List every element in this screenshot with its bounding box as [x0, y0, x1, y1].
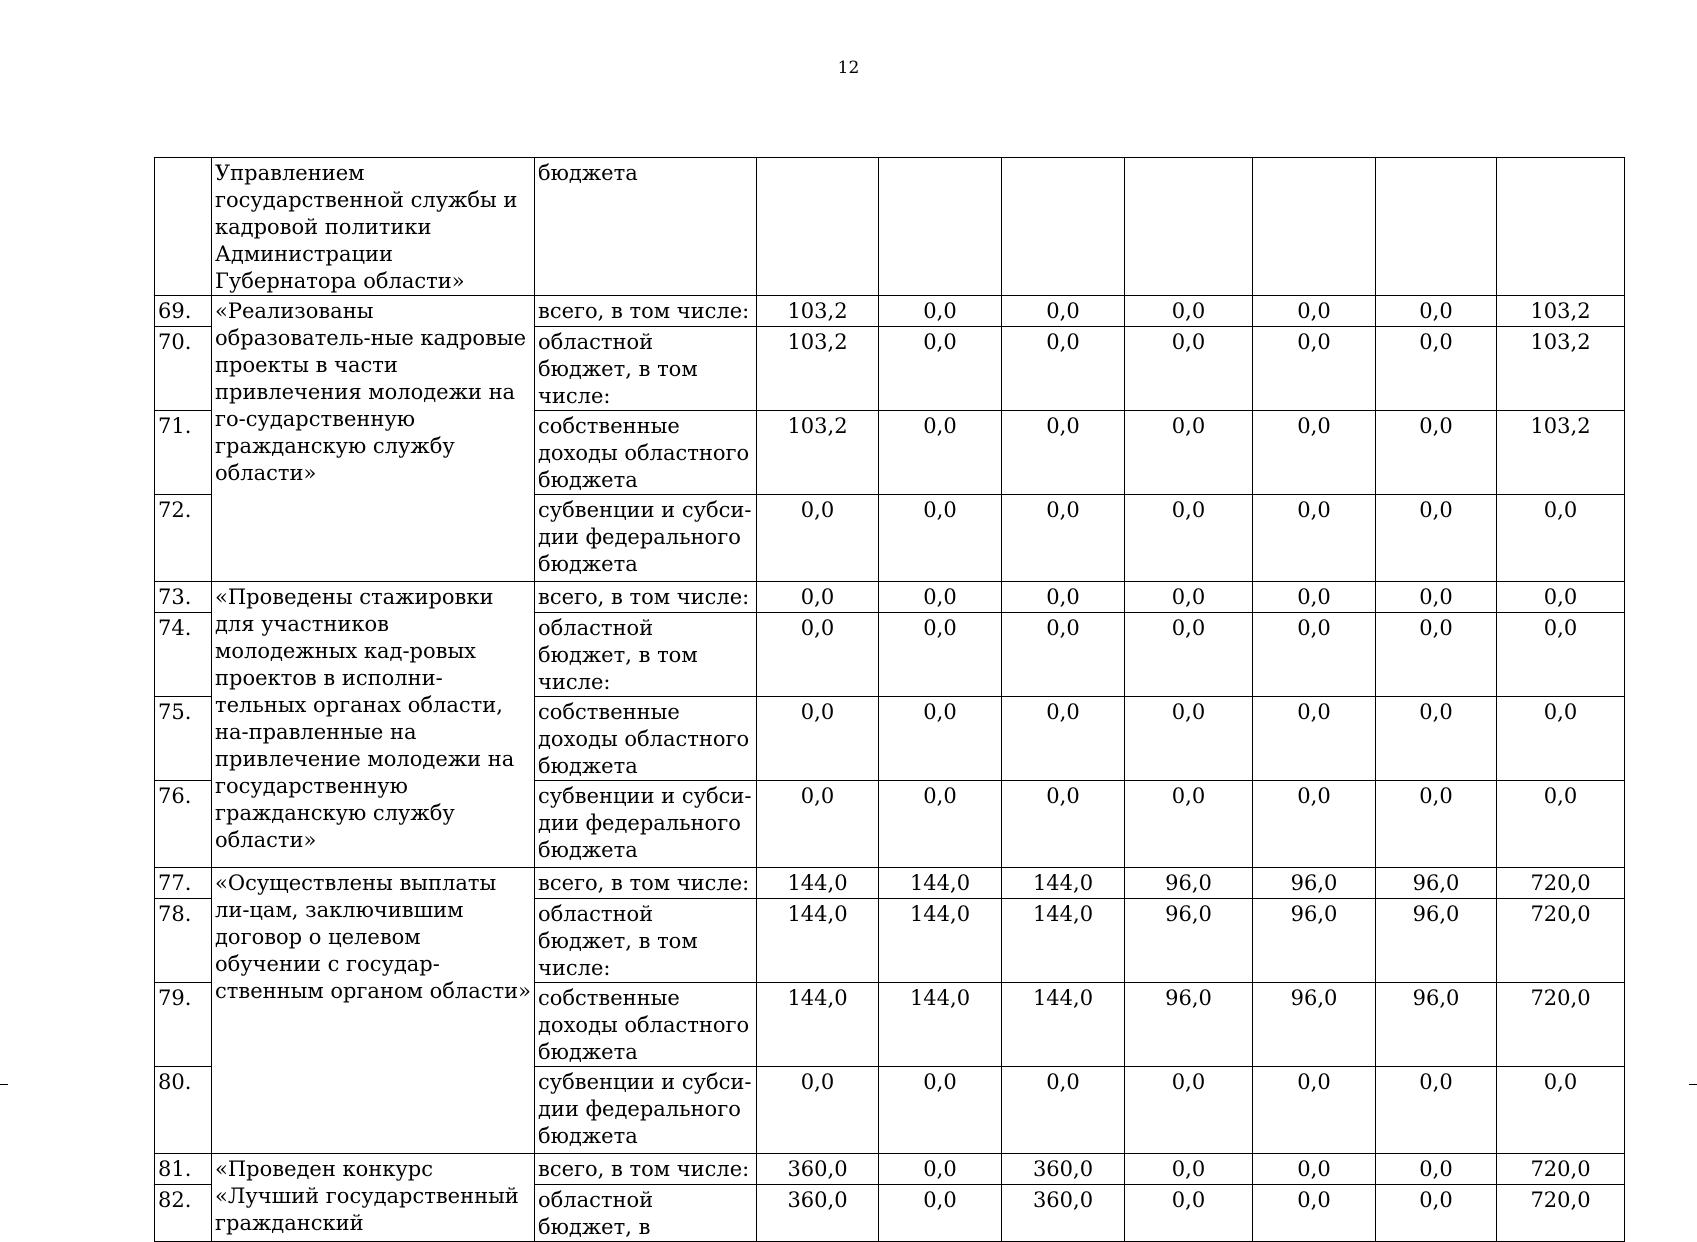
- funding-source-cell: субвенции и субси-дии федерального бюджета: [535, 1067, 757, 1154]
- value-cell: 0,0: [1376, 1154, 1497, 1185]
- table-row: [155, 158, 1625, 296]
- value-cell: 103,2: [1497, 411, 1625, 495]
- value-cell: 0,0: [1125, 495, 1253, 582]
- value-cell: 0,0: [1253, 411, 1376, 495]
- funding-source-cell: субвенции и субси-дии федерального бюджета: [535, 495, 757, 582]
- value-cell: 0,0: [879, 327, 1002, 411]
- value-cell: 103,2: [757, 296, 879, 327]
- description-cell: «Проведены стажировки для участников молодежных кад-ровых проектов в исполни-тельных органах области, на-правленные на привлечение молодежи на государственную гражданскую службу области»: [212, 582, 535, 868]
- value-cell: 360,0: [1002, 1185, 1125, 1242]
- value-cell: 103,2: [1497, 296, 1625, 327]
- value-cell: 0,0: [757, 697, 879, 781]
- value-cell: 103,2: [1497, 327, 1625, 411]
- value-cell: 0,0: [1376, 1185, 1497, 1242]
- value-cell: 0,0: [879, 411, 1002, 495]
- funding-source-cell: собственные доходы областного бюджета: [535, 411, 757, 495]
- value-cell: 96,0: [1125, 899, 1253, 983]
- row-number-cell: 81.: [155, 1154, 212, 1185]
- row-number-cell: 77.: [155, 868, 212, 899]
- value-cell: 0,0: [1253, 327, 1376, 411]
- row-number-cell: 69.: [155, 296, 212, 327]
- value-cell: 0,0: [1253, 1067, 1376, 1154]
- value-cell: 144,0: [757, 983, 879, 1067]
- row-number-cell: 76.: [155, 781, 212, 868]
- value-cell: 0,0: [1002, 1067, 1125, 1154]
- value-cell: 0,0: [1125, 697, 1253, 781]
- description-cell: Управлением государственной службы и кадровой политики Администрации Губернатора области»: [212, 158, 535, 296]
- value-cell: 0,0: [1002, 781, 1125, 868]
- value-cell: 96,0: [1125, 983, 1253, 1067]
- value-cell: 0,0: [1125, 1067, 1253, 1154]
- funding-source-cell: областной бюджет, в том числе:: [535, 899, 757, 983]
- budget-table: [154, 157, 1625, 1242]
- row-number-cell: 79.: [155, 983, 212, 1067]
- value-cell: 144,0: [1002, 899, 1125, 983]
- value-cell: 0,0: [1002, 613, 1125, 697]
- row-number-cell: 78.: [155, 899, 212, 983]
- value-cell: 0,0: [1253, 697, 1376, 781]
- value-cell: 0,0: [1125, 411, 1253, 495]
- funding-source-cell: бюджета: [535, 158, 757, 296]
- value-cell: 0,0: [757, 582, 879, 613]
- value-cell: 0,0: [1376, 697, 1497, 781]
- value-cell: 720,0: [1497, 983, 1625, 1067]
- funding-source-cell: всего, в том числе:: [535, 582, 757, 613]
- row-number-cell: 75.: [155, 697, 212, 781]
- value-cell: 0,0: [1253, 582, 1376, 613]
- value-cell: 0,0: [879, 781, 1002, 868]
- value-cell: [879, 158, 1002, 296]
- value-cell: 0,0: [1376, 296, 1497, 327]
- value-cell: 96,0: [1376, 899, 1497, 983]
- description-cell: «Осуществлены выплаты ли-цам, заключившим договор о целевом обучении с государ-ственным органом области»: [212, 868, 535, 1154]
- value-cell: [1253, 158, 1376, 296]
- value-cell: 0,0: [1497, 781, 1625, 868]
- table-row: [155, 296, 1625, 327]
- value-cell: 0,0: [1125, 327, 1253, 411]
- value-cell: 0,0: [1125, 613, 1253, 697]
- value-cell: 0,0: [1376, 613, 1497, 697]
- value-cell: 0,0: [1002, 411, 1125, 495]
- page-number: 12: [837, 58, 860, 78]
- value-cell: 103,2: [757, 327, 879, 411]
- funding-source-cell: собственные доходы областного бюджета: [535, 697, 757, 781]
- value-cell: 96,0: [1253, 868, 1376, 899]
- value-cell: 0,0: [1002, 327, 1125, 411]
- value-cell: 0,0: [879, 697, 1002, 781]
- table-row: [155, 582, 1625, 613]
- value-cell: 0,0: [1125, 781, 1253, 868]
- value-cell: 0,0: [1253, 781, 1376, 868]
- value-cell: 0,0: [757, 1067, 879, 1154]
- funding-source-cell: субвенции и субси-дии федерального бюджета: [535, 781, 757, 868]
- value-cell: 0,0: [879, 1185, 1002, 1242]
- value-cell: 96,0: [1376, 868, 1497, 899]
- description-cell: «Проведен конкурс «Лучший государственный гражданский: [212, 1154, 535, 1242]
- value-cell: 0,0: [1002, 296, 1125, 327]
- table-body: [155, 158, 1625, 1242]
- value-cell: 720,0: [1497, 899, 1625, 983]
- value-cell: 360,0: [757, 1154, 879, 1185]
- page-edge-mark: [0, 1084, 8, 1085]
- value-cell: 0,0: [1376, 327, 1497, 411]
- value-cell: 0,0: [757, 495, 879, 582]
- page-edge-mark: [1689, 1084, 1697, 1085]
- value-cell: 96,0: [1253, 899, 1376, 983]
- funding-source-cell: областной бюджет, в том числе:: [535, 613, 757, 697]
- value-cell: 144,0: [757, 868, 879, 899]
- value-cell: 96,0: [1376, 983, 1497, 1067]
- value-cell: 144,0: [879, 899, 1002, 983]
- row-number-cell: 73.: [155, 582, 212, 613]
- value-cell: 360,0: [757, 1185, 879, 1242]
- value-cell: 0,0: [1497, 495, 1625, 582]
- value-cell: 144,0: [879, 983, 1002, 1067]
- value-cell: [757, 158, 879, 296]
- value-cell: 0,0: [1376, 411, 1497, 495]
- value-cell: 0,0: [757, 781, 879, 868]
- row-number-cell: 80.: [155, 1067, 212, 1154]
- value-cell: [1002, 158, 1125, 296]
- row-number-cell: 70.: [155, 327, 212, 411]
- value-cell: 0,0: [1497, 582, 1625, 613]
- value-cell: 0,0: [1002, 495, 1125, 582]
- value-cell: 720,0: [1497, 868, 1625, 899]
- value-cell: 0,0: [1497, 697, 1625, 781]
- value-cell: 360,0: [1002, 1154, 1125, 1185]
- row-number-cell: 71.: [155, 411, 212, 495]
- value-cell: 0,0: [879, 613, 1002, 697]
- value-cell: 96,0: [1125, 868, 1253, 899]
- value-cell: 0,0: [1376, 1067, 1497, 1154]
- value-cell: 0,0: [1497, 1067, 1625, 1154]
- funding-source-cell: всего, в том числе:: [535, 1154, 757, 1185]
- table-row: [155, 1154, 1625, 1185]
- value-cell: 0,0: [1002, 697, 1125, 781]
- value-cell: 103,2: [757, 411, 879, 495]
- value-cell: [1376, 158, 1497, 296]
- funding-source-cell: всего, в том числе:: [535, 868, 757, 899]
- funding-source-cell: собственные доходы областного бюджета: [535, 983, 757, 1067]
- value-cell: 0,0: [1125, 296, 1253, 327]
- table-row: [155, 868, 1625, 899]
- funding-source-cell: областной бюджет, в: [535, 1185, 757, 1242]
- value-cell: 720,0: [1497, 1154, 1625, 1185]
- value-cell: 0,0: [879, 1154, 1002, 1185]
- row-number-cell: [155, 158, 212, 296]
- value-cell: 0,0: [1253, 1185, 1376, 1242]
- value-cell: 0,0: [1253, 495, 1376, 582]
- row-number-cell: 82.: [155, 1185, 212, 1242]
- value-cell: 0,0: [1253, 1154, 1376, 1185]
- value-cell: 0,0: [1376, 781, 1497, 868]
- row-number-cell: 74.: [155, 613, 212, 697]
- value-cell: [1125, 158, 1253, 296]
- value-cell: 0,0: [879, 296, 1002, 327]
- value-cell: 0,0: [879, 495, 1002, 582]
- value-cell: 0,0: [1376, 495, 1497, 582]
- value-cell: 144,0: [757, 899, 879, 983]
- value-cell: 0,0: [1253, 296, 1376, 327]
- value-cell: 0,0: [1125, 1154, 1253, 1185]
- funding-source-cell: всего, в том числе:: [535, 296, 757, 327]
- value-cell: 144,0: [1002, 868, 1125, 899]
- value-cell: 0,0: [1125, 1185, 1253, 1242]
- description-cell: «Реализованы образователь-ные кадровые проекты в части привлечения молодежи на го-сударственную гражданскую службу области»: [212, 296, 535, 582]
- funding-source-cell: областной бюджет, в том числе:: [535, 327, 757, 411]
- value-cell: 720,0: [1497, 1185, 1625, 1242]
- value-cell: 144,0: [879, 868, 1002, 899]
- value-cell: 0,0: [1125, 582, 1253, 613]
- value-cell: 0,0: [879, 1067, 1002, 1154]
- value-cell: 0,0: [1002, 582, 1125, 613]
- value-cell: 96,0: [1253, 983, 1376, 1067]
- value-cell: 144,0: [1002, 983, 1125, 1067]
- value-cell: 0,0: [879, 582, 1002, 613]
- row-number-cell: 72.: [155, 495, 212, 582]
- value-cell: 0,0: [1253, 613, 1376, 697]
- value-cell: 0,0: [757, 613, 879, 697]
- value-cell: 0,0: [1497, 613, 1625, 697]
- value-cell: [1497, 158, 1625, 296]
- value-cell: 0,0: [1376, 582, 1497, 613]
